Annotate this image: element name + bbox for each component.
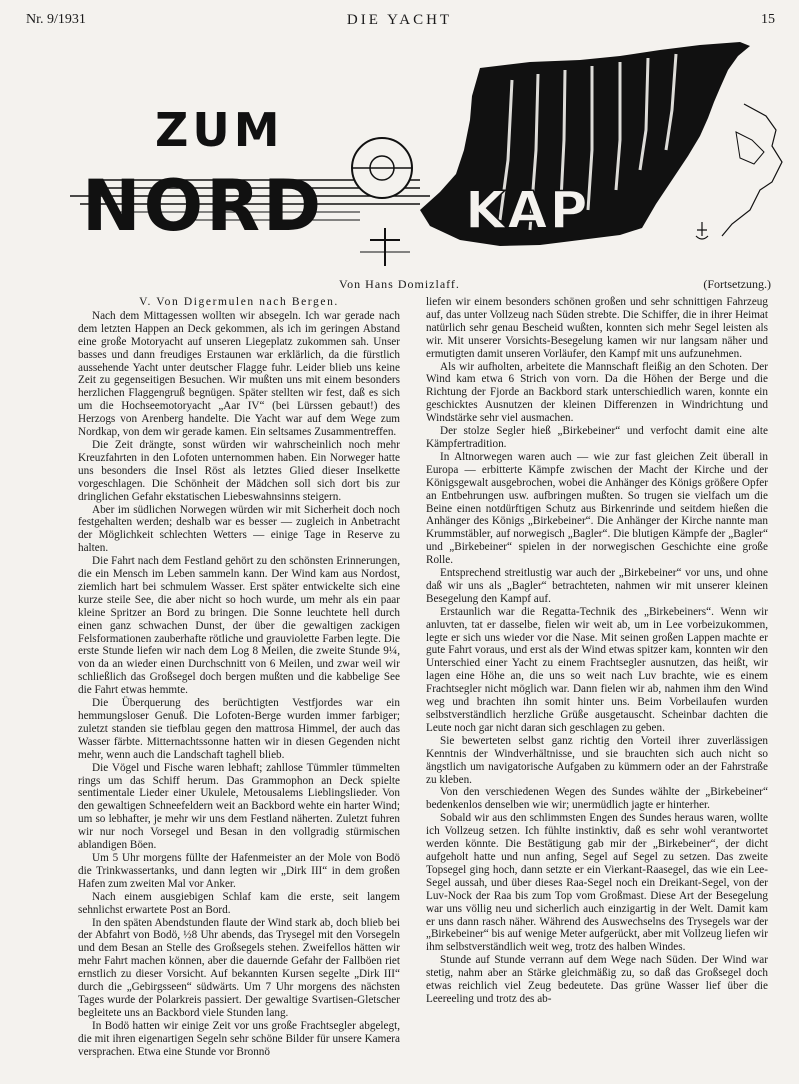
paragraph: Sobald wir aus den schlimmsten Engen des Sundes heraus waren, wollte ich Vollzeug setzen. Ich fühlte instinktiv, daß es sehr wohl verantwortet werden könnte. Die Bestätigung gab mir der „Birkebeiner“, der dicht aufgeholt hatte und nun anfing, Segel auf Segel zu setzen. Das zweite Topsegel ging hoch, dann setzte er ein Vierkant-Raasegel, das wie ein Lee-Segel aussah, und über dieses Raa-Segel noch ein Dreikant-Segel, von der Luv-Nock der Raa bis zum Top vom Großmast. Diese Art der Besegelung war uns völlig neu und sicherlich auch einzigartig in der Welt. Damit kam er uns dann rasch näher. Während des Auswechselns des Trysegels war der „Birkebeiner“ bis auf wenige Meter aufgerückt, aber mit Vollzeug liefen wir ihm selbstverständlich weit weg, trotz des halben Windes. (426, 812, 768, 954)
author-byline: Von Hans Domizlaff. (339, 277, 460, 291)
paragraph: Sie bewerteten selbst ganz richtig den Vorteil ihrer zuverlässigen Kenntnis der Windverhältnisse, und sie brauchten sich auch nicht so ängstlich um navigatorische Aufgaben zu kümmern oder an der Fahrstraße zu kleben. (426, 734, 768, 786)
paragraph: Nach dem Mittagessen wollten wir absegeln. Ich war gerade nach dem letzten Happen an Deck gekommen, als ich im geringen Abstand eine große Motoryacht auf unseren Liegeplatz zukommen sah. Unser basses und dann freudiges Erstaunen war erklärlich, da die fürstlich aussehende Yacht unter deutscher Flagge fuhr. Leider blieb uns keine Zeit zu gegenseitigen Besuchen. Wir mußten uns mit einem besonders herzlichen Flaggengruß begnügen. Später stellten wir fest, daß es sich um die Hochseemotoryacht „Aar IV“ (bei Lürssen gebaut!) des Herzogs von Arenberg handelte. Die Yacht war auf dem Wege zum Nordkap, von dem wir gerade kamen. Ein seltsames Zusammentreffen. (78, 309, 400, 439)
paragraph: Als wir aufholten, arbeitete die Mannschaft fleißig an den Schoten. Der Wind kam etwa 6 Strich von vorn. Da die Höhen der Berge und die Richtung der Fjorde an Backbord stark unterschiedlich waren, konnte ein geschicktes Ausnutzen der kleinen Differenzen in Windrichtung und Windstärke sehr viel ausmachen. (426, 360, 768, 425)
paragraph: Von den verschiedenen Wegen des Sundes wählte der „Birkebeiner“ bedenkenlos denselben wie wir; unermüdlich jagte er hinterher. (426, 786, 768, 812)
paragraph: Erstaunlich war die Regatta-Technik des „Birkebeiners“. Wenn wir anluvten, tat er dasselbe, fielen wir weit ab, um in Lee vorbeizukommen, legte er sich uns wieder vor die Nase. Mit seinen großen Lappen machte er gute Fahrt voraus, und erst als der Wind etwas spitzer kam, konnten wir den Unterschied einer Yacht zu einem Frachtsegler ausnutzen, das heißt, wir lagen eine Höhe an, die uns so weit nach Luv brachte, wie es einem Frachtsegler nicht möglich war. Dann fielen wir ab, nahmen ihm den Wind weg und brachten ihn somit hinter uns. Beim Vorbeilaufen wurden selbstverständlich herzliche Grüße ausgetauscht. Scheinbar dachten die Leute noch gar nicht daran sich geschlagen zu geben. (426, 605, 768, 734)
title-banner-illustration (60, 40, 785, 275)
page-number: 15 (761, 12, 775, 27)
paragraph: Die Vögel und Fische waren lebhaft; zahllose Tümmler tümmelten rings um das Schiff herum. Das Grammophon an Deck spielte sentimentale Lieder einer Ukulele, Metousalems Lieblingslieder. Von den gewaltigen Schneefeldern weit an Backbord wehte ein harter Wind; um so lebhafter, je mehr wir uns dem Festland näherten. Zuletzt fuhren wir nur noch Vorsegel und Besan in den vollgradig stürmischen ablandigen Böen. (78, 761, 400, 852)
paragraph: Die Zeit drängte, sonst würden wir wahrscheinlich noch mehr Kreuzfahrten in den Lofoten unternommen haben. Ein Norweger hatte uns besonders die Insel Röst als letztes Glied dieser Inselkette vorgeschlagen. Die Schönheit der Mädchen soll sich dort bis zur dringlichen Gefahr ekstatischen Liebeswahnsinns steigern. (78, 438, 400, 503)
paragraph: Um 5 Uhr morgens füllte der Hafenmeister an der Mole von Bodö die Trinkwassertanks, und dann legten wir „Dirk III“ in dem großen Hafen zum zweiten Mal vor Anker. (78, 851, 400, 890)
paragraph: In Altnorwegen waren auch — wie zur fast gleichen Zeit überall in Europa — erbitterte Kämpfe zwischen der Macht der Kirche und der Königsgewalt ausgebrochen, wobei die Anhänger des Königs größere Opfer an Entbehrungen usw. aufbringen mußten. So trugen sie vielfach um die Beine einen notdürftigen Schutz aus Birkenrinde und seitdem hießen die Anhänger des Königs „Birkebeiner“. Die Anhänger der Kirche nannte man Krummstäbler, auf norwegisch „Bagler“. Die blutigen Kämpfe der „Bagler“ und „Birkebeiner“ spielen in der norwegischen Geschichte eine große Rolle. (426, 450, 768, 567)
page-header (0, 12, 799, 36)
journal-title: DIE YACHT (346, 12, 453, 28)
title-zum: ZUM (155, 103, 284, 157)
anchor-mark (696, 222, 708, 239)
article-column-left (78, 296, 400, 1058)
paragraph: Die Überquerung des berüchtigten Vestfjordes war ein hemmungsloser Genuß. Die Lofoten-Berge wurden immer farbiger; zuletzt standen sie tiefblau gegen den mattrosa Himmel, der auch das Wasser färbte. Mitternachtssonne hatten wir in diesen Gegenden nicht mehr, wenn auch die Landschaft taghell blieb. (78, 697, 400, 761)
article-column-right (426, 296, 768, 1006)
paragraph: Nach einem ausgiebigen Schlaf kam die erste, seit langem sehnlichst erwartete Post an Bord. (78, 890, 400, 916)
paragraph: liefen wir einem besonders schönen großen und sehr schnittigen Fahrzeug auf, das unter Vollzeug nach Süden strebte. Die Schiffer, die in ihrer Heimat natürlich sehr genau Bescheid wußten, konnten sich mehr Segel leisten als wir. Mit unserer Vorsichts-Besegelung kamen wir nur langsam näher und ermutigten damit unseren Vorläufer, den Kampf mit uns aufzunehmen. (426, 296, 768, 360)
section-heading: V. Von Digermulen nach Bergen. (139, 296, 339, 308)
paragraph: Stunde auf Stunde verrann auf dem Wege nach Süden. Der Wind war stetig, nahm aber an Stärke gleichmäßig zu, so daß das Großsegel doch etwas reichlich viel Zeug bedeutete. Das grüne Wasser lief über die Leereeling und trotz des ab- (426, 954, 768, 1005)
coastline-outline (722, 104, 782, 236)
paragraph: In den späten Abendstunden flaute der Wind stark ab, doch blieb bei der Abfahrt von Bodö, ½8 Uhr abends, das Trysegel mit den Vorsegeln und dem Besan an Stelle des Großsegels stehen. Zweifellos hätten wir mehr Fahrt machen können, aber die dauernde Gefahr der Fallböen riet ernstlich zu dieser Vorsicht. Auf bekannten Kursen segelte „Dirk III“ durch die „Gebirgsseen“ südwärts. Um 7 Uhr morgens des nächsten Tages wurde der Polarkreis passiert. Der gewaltige Svartisen-Gletscher begleitete uns an Backbord viele Stunden lang. (78, 916, 400, 1019)
title-nord: NORD (82, 165, 325, 247)
paragraph: Entsprechend streitlustig war auch der „Birkebeiner“ vor uns, und ohne daß wir uns als „Bagler“ betrachteten, nahmen wir mit unserer kleinen Besegelung den Kampf auf. (426, 567, 768, 605)
coastline-outline-inner (736, 132, 764, 164)
issue-number: Nr. 9/1931 (26, 12, 86, 27)
continuation-note: (Fortsetzung.) (703, 277, 771, 291)
paragraph: Die Fahrt nach dem Festland gehört zu den schönsten Erinnerungen, die ein Mensch im Leben sammeln kann. Der Wind kam aus Nordost, ziemlich hart bei schmulem Wasser. Erst später entwickelte sich eine kurze steile See, die aber nicht so hoch wurde, um mehr als ein paar kleine Spritzer an Bord zu bringen. Die Sonne leuchtete hell durch einen ganz schwachen Dunst, der über die gewaltigen zackigen Felsformationen zauberhafte rötliche und grauviolette Farben legte. Die erste Stunde liefen wir nach dem Log 8 Meilen, die zweite Stunde 9¼, von da an wieder einen Durchschnitt von 6 Meilen, und zwar weil wir schließlich das Großsegel doch bergen mußten und die kabbelige See die Fahrt etwas hemmte. (78, 555, 400, 697)
sun-cross-symbol (352, 138, 412, 266)
paragraph: Aber im südlichen Norwegen würden wir mit Sicherheit doch noch festgehalten werden; deshalb war es besser — zugleich in Anbetracht der Möglichkeit schlechten Wetters — einige Tage in Reserve zu halten. (78, 503, 400, 555)
paragraph: Der stolze Segler hieß „Birkebeiner“ und verfocht damit eine alte Kämpfertradition. (426, 425, 768, 450)
paragraph: In Bodö hatten wir einige Zeit vor uns große Frachtsegler abgelegt, die mit ihren eigenartigen Segeln sehr schöne Bilder für unsere Kamera versprachen. Etwa eine Stunde vor Bronnö (78, 1019, 400, 1058)
title-kap: KAP (465, 181, 590, 241)
